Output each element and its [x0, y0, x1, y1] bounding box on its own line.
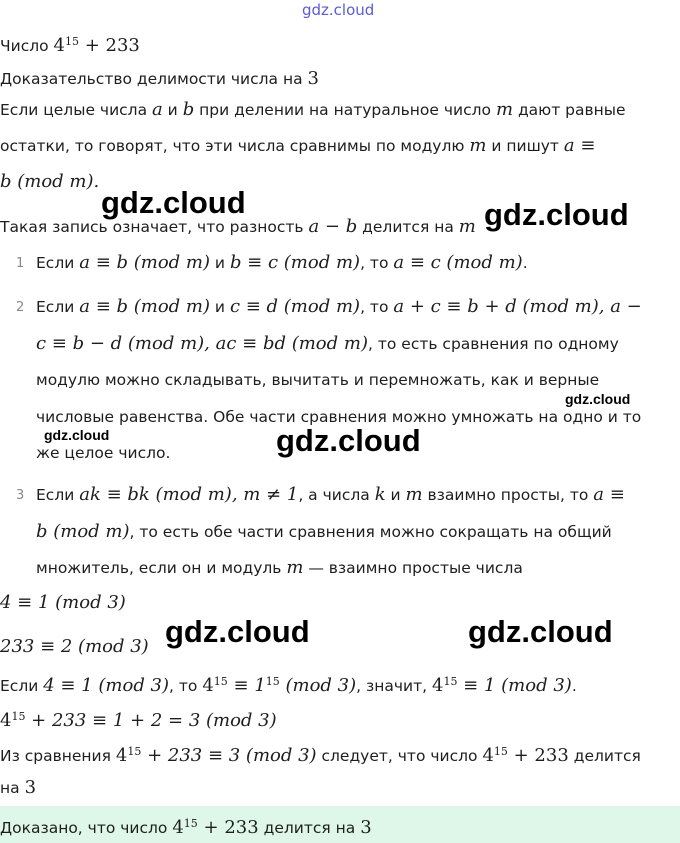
definition-line-4: Такая запись означает, что разность a − b делится на m	[0, 216, 476, 237]
watermark: gdz.cloud	[165, 614, 310, 649]
solution-line-1: 4 ≡ 1 (mod 3)	[0, 592, 126, 613]
watermark: gdz.cloud	[468, 614, 613, 649]
conclusion-box	[0, 806, 680, 843]
solution-line-4: $4^{15} + 233 \equiv 1 + 2 = 3$ (mod 3)	[0, 710, 277, 732]
watermark: gdz.cloud	[101, 185, 246, 220]
site-url[interactable]: gdz.cloud	[302, 1, 375, 19]
watermark: gdz.cloud	[484, 197, 629, 232]
property-3	[36, 477, 676, 587]
solution-line-3: Если 4 ≡ 1 (mod 3), то $4^{15} \equiv 1^{15}$ (mod 3), значит, $4^{15} \equiv 1$ (mod 3).	[0, 675, 577, 697]
watermark: gdz.cloud	[44, 427, 110, 443]
conclusion-text: Доказано, что число $4^{15} + 233$ делится на 3	[0, 817, 372, 839]
list-item: Если ak ≡ bk (mod m), m ≠ 1, а числа k и m взаимно просты, то a ≡	[36, 484, 625, 505]
list-item: b (mod m), то есть обе части сравнения можно сокращать на общий	[36, 520, 612, 542]
definition-line-2: остатки, то говорят, что эти числа сравнимы по модулю m и пишут a ≡	[0, 135, 596, 156]
list-item: числовые равенства. Обе части сравнения можно умножать на одно и то	[36, 407, 642, 426]
solution-line-2: 233 ≡ 2 (mod 3)	[0, 636, 149, 657]
watermark: gdz.cloud	[276, 423, 421, 458]
list-item: Если a ≡ b (mod m) и b ≡ c (mod m), то a ≡ c (mod m).	[36, 252, 528, 273]
property-1	[36, 245, 676, 282]
solution-line-6: на 3	[0, 777, 37, 798]
definition-line-1: Если целые числа a и b при делении на натуральное число m дают равные	[0, 99, 626, 120]
list-item: Если a ≡ b (mod m) и c ≡ d (mod m), то a + c ≡ b + d (mod m), a −	[36, 296, 642, 317]
definition-line-3: b (mod m).	[0, 171, 100, 192]
section-heading: Доказательство делимости числа на 3	[0, 68, 319, 89]
solution-line-5: Из сравнения $4^{15} + 233 \equiv 3$ (mod 3) следует, что число $4^{15} + 233$ делится	[0, 745, 641, 767]
list-number-1: 1	[16, 256, 25, 271]
page-title: Число $4^{15} + 233$	[0, 35, 140, 57]
list-item: модулю можно складывать, вычитать и перемножать, как и верные	[36, 371, 600, 389]
list-number-2: 2	[16, 300, 25, 315]
list-item: c ≡ b − d (mod m), ac ≡ bd (mod m), то есть сравнения по одному	[36, 332, 619, 354]
list-item: же целое число.	[36, 444, 171, 462]
list-item: множитель, если он и модуль m — взаимно простые числа	[36, 557, 523, 578]
watermark: gdz.cloud	[565, 391, 631, 407]
list-number-3: 3	[16, 488, 25, 503]
